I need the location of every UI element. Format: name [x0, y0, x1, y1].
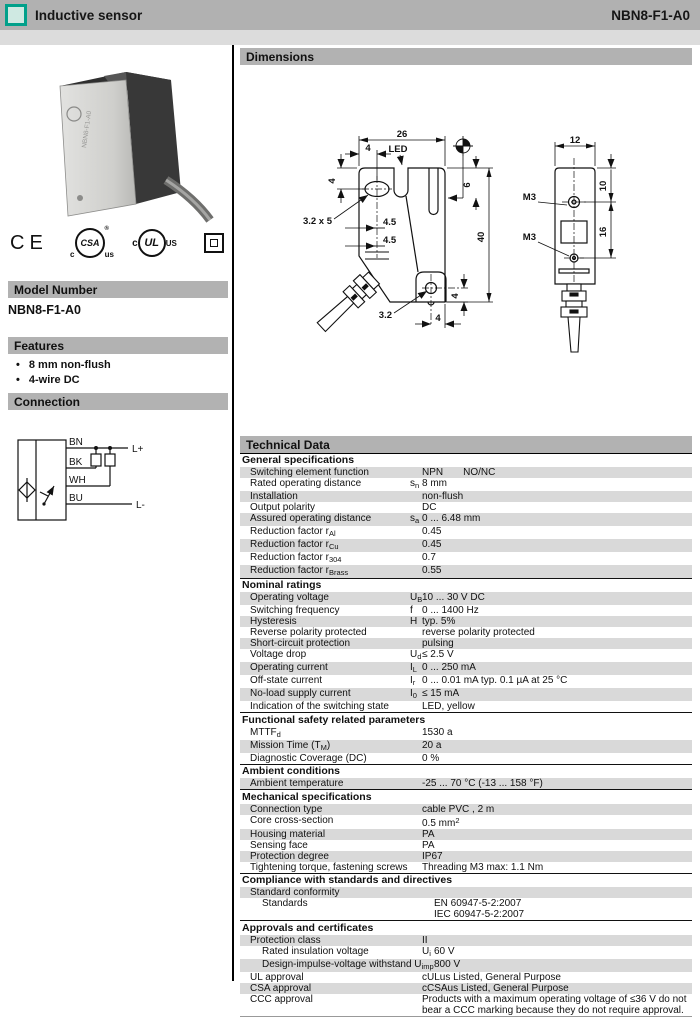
wire-label-lminus: L- [136, 500, 145, 511]
dim-pitch2: 4.5 [383, 235, 397, 246]
spec-label: $MTTF_d$ [250, 726, 281, 739]
spec-section-header: Mechanical specifications [240, 789, 692, 804]
csa-text: CSA [80, 238, 100, 248]
spec-row [240, 946, 692, 959]
spec-value: Threading M3 max: 1.1 Nm [422, 861, 544, 873]
spec-section-header: Ambient conditions [240, 764, 692, 779]
spec-row [240, 862, 692, 873]
spec-value: 10 ... 30 V DC [422, 592, 485, 603]
spec-label: Design-impulse-voltage withstand $U_{imp}$ [262, 958, 434, 971]
dim-pitch1: 4.5 [383, 217, 397, 228]
spec-label: Reduction factor $r_{Cu}$ [250, 538, 339, 551]
spec-row [240, 753, 692, 764]
spec-label: Protection degree [250, 850, 329, 862]
dim-left-offset: 4 [327, 178, 338, 184]
spec-value: II [422, 934, 428, 946]
spec-value: NPN NO/NC [422, 466, 496, 478]
ul-us: US [165, 238, 177, 248]
spec-label: Installation [250, 490, 298, 502]
dim-depth-offset: 6 [462, 182, 473, 188]
spec-row [240, 513, 692, 526]
spec-row [240, 605, 692, 616]
model-number-value: NBN8-F1-A0 [8, 303, 81, 317]
spec-value: 1530 a [422, 726, 453, 738]
wire-label-bu: BU [69, 493, 83, 504]
dim-width: 26 [396, 129, 408, 140]
certifications-row [8, 226, 226, 260]
product-photo [8, 52, 220, 224]
spec-value-2: NO/NC [463, 466, 496, 478]
spec-row [240, 539, 692, 552]
spec-value: 0 ... 250 mA [422, 662, 476, 673]
spec-symbol: H [410, 616, 418, 627]
load-symbol [91, 454, 101, 466]
dim-side-pitch: 16 [598, 226, 609, 238]
spec-value: 0.45 [422, 525, 442, 537]
ul-mark [132, 229, 177, 257]
feature-item: • 8 mm non-flush [8, 358, 111, 373]
spec-section-header: Functional safety related parameters [240, 712, 692, 727]
spec-label: Hysteresis [250, 616, 297, 627]
dim-side-width: 12 [569, 135, 581, 146]
spec-label: Sensing face [250, 839, 308, 851]
dim-hole-offset-v: 4 [450, 293, 461, 299]
spec-value: cable PVC , 2 m [422, 803, 495, 815]
sensor-front-face [60, 80, 136, 216]
spec-value: 0 ... 1400 Hz [422, 605, 479, 616]
spec-row [240, 565, 692, 578]
spec-label: No-load supply current [250, 688, 351, 699]
spec-value: reverse polarity protected [422, 627, 535, 638]
dimensions-header: Dimensions [240, 48, 692, 65]
spec-label: Off-state current [250, 675, 323, 686]
csa-circle [69, 226, 114, 259]
spec-row [240, 840, 692, 851]
technical-data-header: Technical Data [240, 436, 692, 454]
spec-value: typ. 5% [422, 616, 456, 627]
spec-label: Standard conformity [250, 887, 340, 898]
spec-value: 0.45 [422, 538, 442, 550]
wire-label-lplus: L+ [132, 444, 144, 455]
spec-value: LED, yellow [422, 701, 475, 712]
spec-symbol: $U_d$ [410, 649, 422, 661]
spec-label: Assured operating distance [250, 512, 372, 524]
spec-section-header: Compliance with standards and directives [240, 873, 692, 888]
header-sub-band [0, 30, 700, 45]
protection-class-inner-square [210, 239, 218, 247]
spec-row [240, 675, 692, 688]
csa-c: c [69, 250, 75, 259]
spec-value: 0.55 [422, 564, 442, 576]
spec-label: Protection class [250, 934, 321, 946]
dimensions-drawing [240, 106, 692, 421]
spec-row [240, 627, 692, 638]
connection-diagram [10, 428, 225, 553]
dim-hole-offset-h: 4 [435, 313, 441, 324]
spec-value: PA [422, 839, 435, 851]
spec-value: ≤ 2.5 V [422, 649, 454, 660]
front-hole [77, 195, 83, 201]
spec-row [240, 592, 692, 605]
spec-label: UL approval [250, 971, 304, 983]
spec-label: CCC approval [250, 993, 313, 1005]
spec-label: Mission Time $(T_M)$ [250, 739, 331, 752]
spec-symbol: $U_i$ [422, 945, 431, 958]
spec-row [240, 467, 692, 478]
led-label: LED [388, 144, 408, 155]
spec-label: Housing material [250, 828, 326, 840]
spec-symbol: f [410, 605, 413, 616]
spec-value: 60 V [434, 945, 455, 957]
spec-row [240, 804, 692, 815]
spec-value: non-flush [422, 490, 464, 502]
spec-symbol: $I_0$ [410, 688, 417, 700]
spec-value: Products with a maximum operating voltage of ≤36 V do not bear a CCC marking because they do not require approval. [422, 993, 687, 1016]
spec-row [240, 701, 692, 712]
brand-square-icon [5, 4, 27, 26]
wire-label-bk: BK [69, 457, 83, 468]
spec-row [240, 935, 692, 946]
spec-row [240, 983, 692, 994]
spec-symbol: $s_a$ [410, 512, 420, 525]
spec-value: EN 60947-5-2:2007 IEC 60947-5-2:2007 [434, 898, 525, 920]
spec-value: PA [422, 828, 435, 840]
spec-label: Reverse polarity protected [250, 627, 367, 638]
page-header [0, 0, 700, 30]
spec-value: 8 mm [422, 477, 447, 489]
dim-top-offset: 4 [365, 143, 371, 154]
header-model-number: NBN8-F1-A0 [611, 7, 690, 23]
ul-c: c [132, 237, 138, 249]
spec-label: Rated insulation voltage [262, 945, 369, 957]
wire-label-bn: BN [69, 437, 83, 448]
spec-row [240, 616, 692, 627]
csa-us: us [104, 250, 114, 259]
spec-label: CSA approval [250, 982, 312, 994]
spec-value: 0.7 [422, 551, 436, 563]
spec-label: Tightening torque, fastening screws [250, 861, 408, 873]
spec-row [240, 638, 692, 649]
spec-row [240, 649, 692, 662]
spec-row [240, 662, 692, 675]
technical-table [240, 453, 692, 1017]
spec-section-header: Nominal ratings [240, 578, 692, 593]
cable-gland [313, 269, 382, 336]
ul-text: UL [144, 237, 160, 249]
spec-value: 0.5 $mm^2$ [422, 815, 460, 829]
features-header: Features [8, 337, 228, 354]
spec-row [240, 526, 692, 539]
spec-value: -25 ... 70 °C (-13 ... 158 °F) [422, 778, 543, 789]
csa-registered: ® [104, 226, 109, 232]
spec-row [240, 994, 692, 1016]
spec-value: 0 ... 0.01 mA typ. 0.1 µA at 25 °C [422, 675, 568, 686]
spec-symbol: $s_n$ [410, 477, 420, 490]
spec-label: Operating voltage [250, 592, 329, 603]
spec-row [240, 478, 692, 491]
dim-slot: 3.2 x 5 [302, 216, 332, 227]
spec-label: Operating current [250, 662, 328, 673]
spec-label: Switching frequency [250, 605, 340, 616]
features-list [8, 358, 111, 388]
spec-section-header: Approvals and certificates [240, 920, 692, 935]
spec-label: Standards [262, 898, 308, 909]
spec-symbol: $I_r$ [410, 675, 416, 687]
spec-value: 0 ... 6.48 mm [422, 512, 481, 524]
spec-label: Ambient temperature [250, 778, 344, 789]
spec-value: cCSAus Listed, General Purpose [422, 982, 569, 994]
spec-row [240, 815, 692, 829]
spec-value: cULus Listed, General Purpose [422, 971, 561, 983]
load-symbol [105, 454, 115, 466]
spec-label: Rated operating distance [250, 477, 362, 489]
side-cable-gland [561, 284, 587, 352]
page-title: Inductive sensor [35, 7, 143, 23]
spec-label: Indication of the switching state [250, 701, 389, 712]
connection-header: Connection [8, 393, 228, 410]
spec-row [240, 491, 692, 502]
spec-section-header: General specifications [242, 453, 355, 466]
spec-label: Reduction factor $r_{304}$ [250, 551, 342, 564]
dim-height: 40 [476, 231, 487, 243]
sensor-box [18, 440, 66, 520]
spec-row [240, 740, 692, 753]
spec-label: Diagnostic Coverage (DC) [250, 752, 367, 764]
spec-value: pulsing [422, 638, 454, 649]
spec-value: 800 V [434, 958, 461, 970]
spec-label: Connection type [250, 803, 323, 815]
spec-value: ≤ 15 mA [422, 688, 460, 699]
dim-side-top: 10 [598, 180, 609, 192]
spec-label: Output polarity [250, 501, 316, 513]
spec-label: Short-circuit protection [250, 638, 351, 649]
spec-symbol: $I_L$ [410, 662, 417, 674]
wire-label-wh: WH [69, 475, 86, 486]
spec-row [240, 778, 692, 789]
spec-row [240, 552, 692, 565]
column-divider [232, 45, 234, 981]
spec-symbol: $U_B$ [410, 592, 423, 604]
spec-row [240, 851, 692, 862]
spec-row [240, 829, 692, 840]
spec-value: IP67 [422, 850, 443, 862]
spec-row [240, 898, 692, 920]
feature-item: • 4-wire DC [8, 373, 111, 388]
model-number-header: Model Number [8, 281, 228, 298]
spec-value: 0 % [422, 752, 440, 764]
spec-row [240, 502, 692, 513]
spec-label: Reduction factor $r_{Brass}$ [250, 564, 349, 577]
ce-mark: CE [10, 231, 48, 254]
spec-row [240, 688, 692, 701]
spec-label: Switching element function [250, 466, 369, 478]
spec-label: Voltage drop [250, 649, 307, 660]
spec-value: DC [422, 501, 437, 513]
spec-row [240, 887, 692, 898]
spec-label: Core cross-section [250, 814, 334, 826]
front-print: NBN8-F1-A0 [81, 110, 94, 149]
dim-hole-dia: 3.2 [378, 310, 392, 321]
protection-class-ii-icon [204, 233, 224, 253]
spec-value: 20 a [422, 739, 442, 751]
ul-circle [138, 229, 166, 257]
m3-bottom-label: M3 [522, 232, 536, 243]
spec-row [240, 727, 692, 740]
spec-label: Reduction factor $r_{Al}$ [250, 525, 336, 538]
spec-row [240, 959, 692, 972]
csa-mark [69, 226, 114, 259]
m3-top-label: M3 [522, 192, 536, 203]
